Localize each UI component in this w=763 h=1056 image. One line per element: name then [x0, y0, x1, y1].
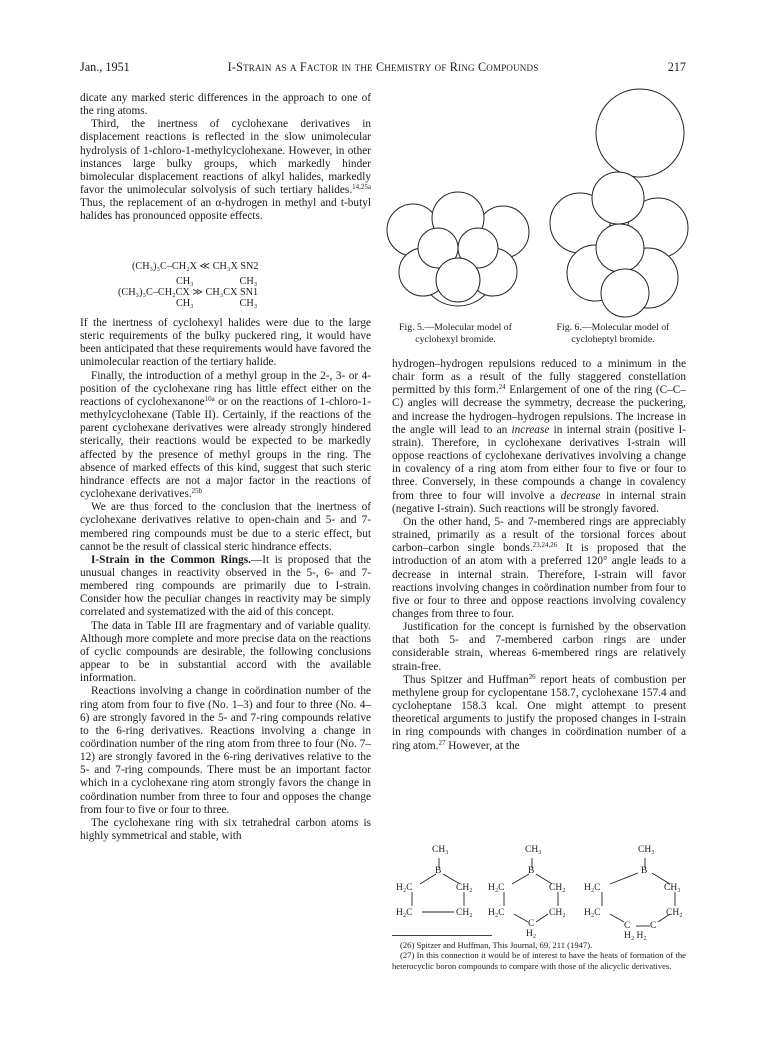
boron-ring-structures — [392, 842, 686, 941]
header-title: I-Strain as a Factor in the Chemistry of Ring Compounds — [227, 60, 539, 74]
footnote-27: (27) In this connection it would be of interest to have the heats of formation of the heterocyclic boron compounds to compare with those of the alicyclic derivatives. — [392, 950, 686, 971]
svg-text:CH₂: CH₂ — [456, 908, 473, 918]
paragraph: Justification for the concept is furnished by the observation that both 5- and 7-membered carbon rings are under considerable strain, whereas 6-membered rings are relatively strain-free. — [392, 621, 686, 673]
footnote-26: (26) Spitzer and Huffman, This Journal, 69, 211 (1947). — [400, 940, 593, 950]
svg-text:CH₃: CH₃ — [525, 845, 542, 855]
svg-text:CH₂: CH₂ — [549, 908, 566, 918]
svg-text:H₂C: H₂C — [584, 908, 601, 918]
svg-text:H₂C: H₂C — [488, 908, 505, 918]
running-header — [80, 60, 686, 76]
equation-sn1-top: CH₃ CH₃ — [176, 276, 258, 287]
svg-text:B: B — [528, 866, 535, 876]
paragraph: hydrogen–hydrogen repulsions reduced to a minimum in the chair form as a result of the fully staggered constellation permitted by this form.$^{24}$ Enlargement of one of the ring (C–C–C) angles will decrease the symmetry, decrease the puckering, and increase the hydrogen–hydrogen repulsions. The increase in the angle will lead to an increase in internal strain (positive I-strain). Therefore, in cyclohexane derivatives I-strain will oppose reactions of cyclohexane derivatives involving a change in covalency of a ring atom from either four to five or four to three. Conversely, in these compounds a change in covalency from three to four will involve a decrease in internal strain (negative I-strain). Such reactions will be strongly favored. — [392, 358, 686, 515]
right-column-body — [392, 358, 686, 753]
figure-6-caption: Fig. 6.—Molecular model of cycloheptyl bromide. — [556, 322, 670, 345]
section-heading: I-Strain in the Common Rings. — [91, 553, 251, 566]
svg-text:B: B — [435, 866, 442, 876]
svg-text:H₂C: H₂C — [396, 883, 413, 893]
paragraph: We are thus forced to the conclusion that the inertness of cyclohexane derivatives relative to open-chain and 5- and 7-membered ring compounds must be due to a steric effect, but cannot be the result of classical steric hindrance effects. — [80, 501, 371, 553]
svg-text:B: B — [641, 866, 648, 876]
paragraph: Third, the inertness of cyclohexane derivatives in displacement reactions is reflected in the slow unimolecular hydrolysis of 1-chloro-1-methylcyclohexane. However, in other instances large bulky groups, which markedly hinder bimolecular displacement reactions of alkyl halides, markedly favor the unimolecular solvolysis of such tertiary halides.$^{14,25a}$ Thus, the replacement of an α-hydrogen in methyl and t-butyl halides has pronounced opposite effects. — [80, 118, 371, 223]
svg-text:H₂ H₂: H₂ H₂ — [624, 931, 647, 941]
paragraph: Reactions involving a change in coördination number of the ring atom from four to five (No. 1–3) and four to three (No. 4–6) are strongly favored in the 5- and 7-ring compounds relative to the 6-ring derivatives. Reactions involving a change in coördination number of the ring atom from three to four (No. 7–12) are strongly favored in the 6-ring derivatives relative to the 5- and 7-ring compounds. There must be an important factor which in a cyclohexane ring atom strongly favors the change in coördination number from three to four and opposes the change from four to five or four to three. — [80, 685, 371, 816]
svg-text:C: C — [528, 919, 535, 929]
paragraph: On the other hand, 5- and 7-membered rings are appreciably strained, primarily as a result of the torsional forces about carbon–carbon single bonds.$^{23,24,26}$ It is proposed that the introduction of an atom with a preferred 120° angle leads to a decrease in internal strain. Therefore, I-strain will favor reactions involving changes in coördination number from four to five or four to three and oppose reactions involving covalency changes from three to four. — [392, 515, 686, 620]
figure-5-caption: Fig. 5.—Molecular model of cyclohexyl bromide. — [399, 322, 512, 345]
svg-text:H₂C: H₂C — [584, 883, 601, 893]
page-number: 217 — [667, 60, 686, 74]
svg-text:CH₃: CH₃ — [638, 845, 655, 855]
paragraph: Finally, the introduction of a methyl group in the 2-, 3- or 4-position of the cyclohexane ring has little effect either on the reactions of cyclohexanone$^{10a}$ or on the reactions of 1-chloro-1-methylcyclohexane (Table II). Certainly, if the reactions of the parent cyclohexane derivatives were already strongly hindered sterically, their reactions would be expected to be markedly affected by the presence of methyl groups in the ring. The absence of marked effects of this kind, suggest that such steric hindrance effects are not a major factor in the reactions of cyclohexane derivatives.$^{25b}$ — [80, 369, 371, 501]
header-date: Jan., 1951 — [80, 60, 130, 74]
svg-text:CH₂: CH₂ — [666, 908, 683, 918]
figure-5-molecular-model — [383, 160, 533, 320]
paragraph: The cyclohexane ring with six tetrahedral carbon atoms is highly symmetrical and stable, with — [80, 816, 371, 843]
svg-text:C: C — [624, 921, 631, 931]
svg-text:CH₃: CH₃ — [432, 845, 449, 855]
svg-text:H₂C: H₂C — [488, 883, 505, 893]
svg-text:C: C — [650, 921, 657, 931]
svg-text:CH₃: CH₃ — [664, 883, 681, 893]
footnotes — [392, 940, 686, 971]
paragraph: If the inertness of cyclohexyl halides were due to the large steric requirements of the bulky puckered ring, it would have been anticipated that these requirements would have favored the unimolecular reaction of the tertiary halide. — [80, 317, 371, 369]
left-column-body — [80, 317, 371, 843]
equation-sn1-bottom: CH₃ CH₃ — [176, 298, 258, 309]
svg-text:CH₂: CH₂ — [456, 883, 473, 893]
paragraph: I-Strain in the Common Rings.—It is proposed that the unusual changes in reactivity observed in the 5-, 6- and 7-membered ring compounds are primarily due to I-strain. Consider how the peculiar changes in reactivity may be simply correlated and systematized with the aid of this concept. — [80, 553, 372, 619]
svg-text:CH₂: CH₂ — [549, 883, 566, 893]
equation-sn2: (CH₃)₃C–CH₂X ≪ CH₃X SN2 — [132, 261, 259, 272]
paragraph: dicate any marked steric differences in the approach to one of the ring atoms. — [80, 92, 371, 118]
left-column-top — [80, 92, 371, 224]
svg-text:H₂C: H₂C — [396, 908, 413, 918]
paragraph: Thus Spitzer and Huffman$^{26}$ report heats of combustion per methylene group for cyclopentane 158.7, cyclohexane 157.4 and cycloheptane 158.3 kcal. One might attempt to present theoretical arguments to justify the proposed changes in I-strain in ring compounds with changes in coördination number of a ring atom.$^{27}$ However, at the — [392, 672, 687, 752]
paragraph: The data in Table III are fragmentary and of variable quality. Although more complete and more precise data on the reactions of cyclic compounds are desirable, the following conclusions appear to be in substantial accord with the available information. — [80, 619, 371, 685]
footnote-rule — [392, 935, 492, 936]
figure-6-molecular-model — [540, 88, 690, 320]
svg-text:H₂: H₂ — [526, 929, 537, 939]
equation-sn1: (CH₃)₃C–CH₂CX ≫ CH₃CX SN1 — [118, 287, 259, 298]
